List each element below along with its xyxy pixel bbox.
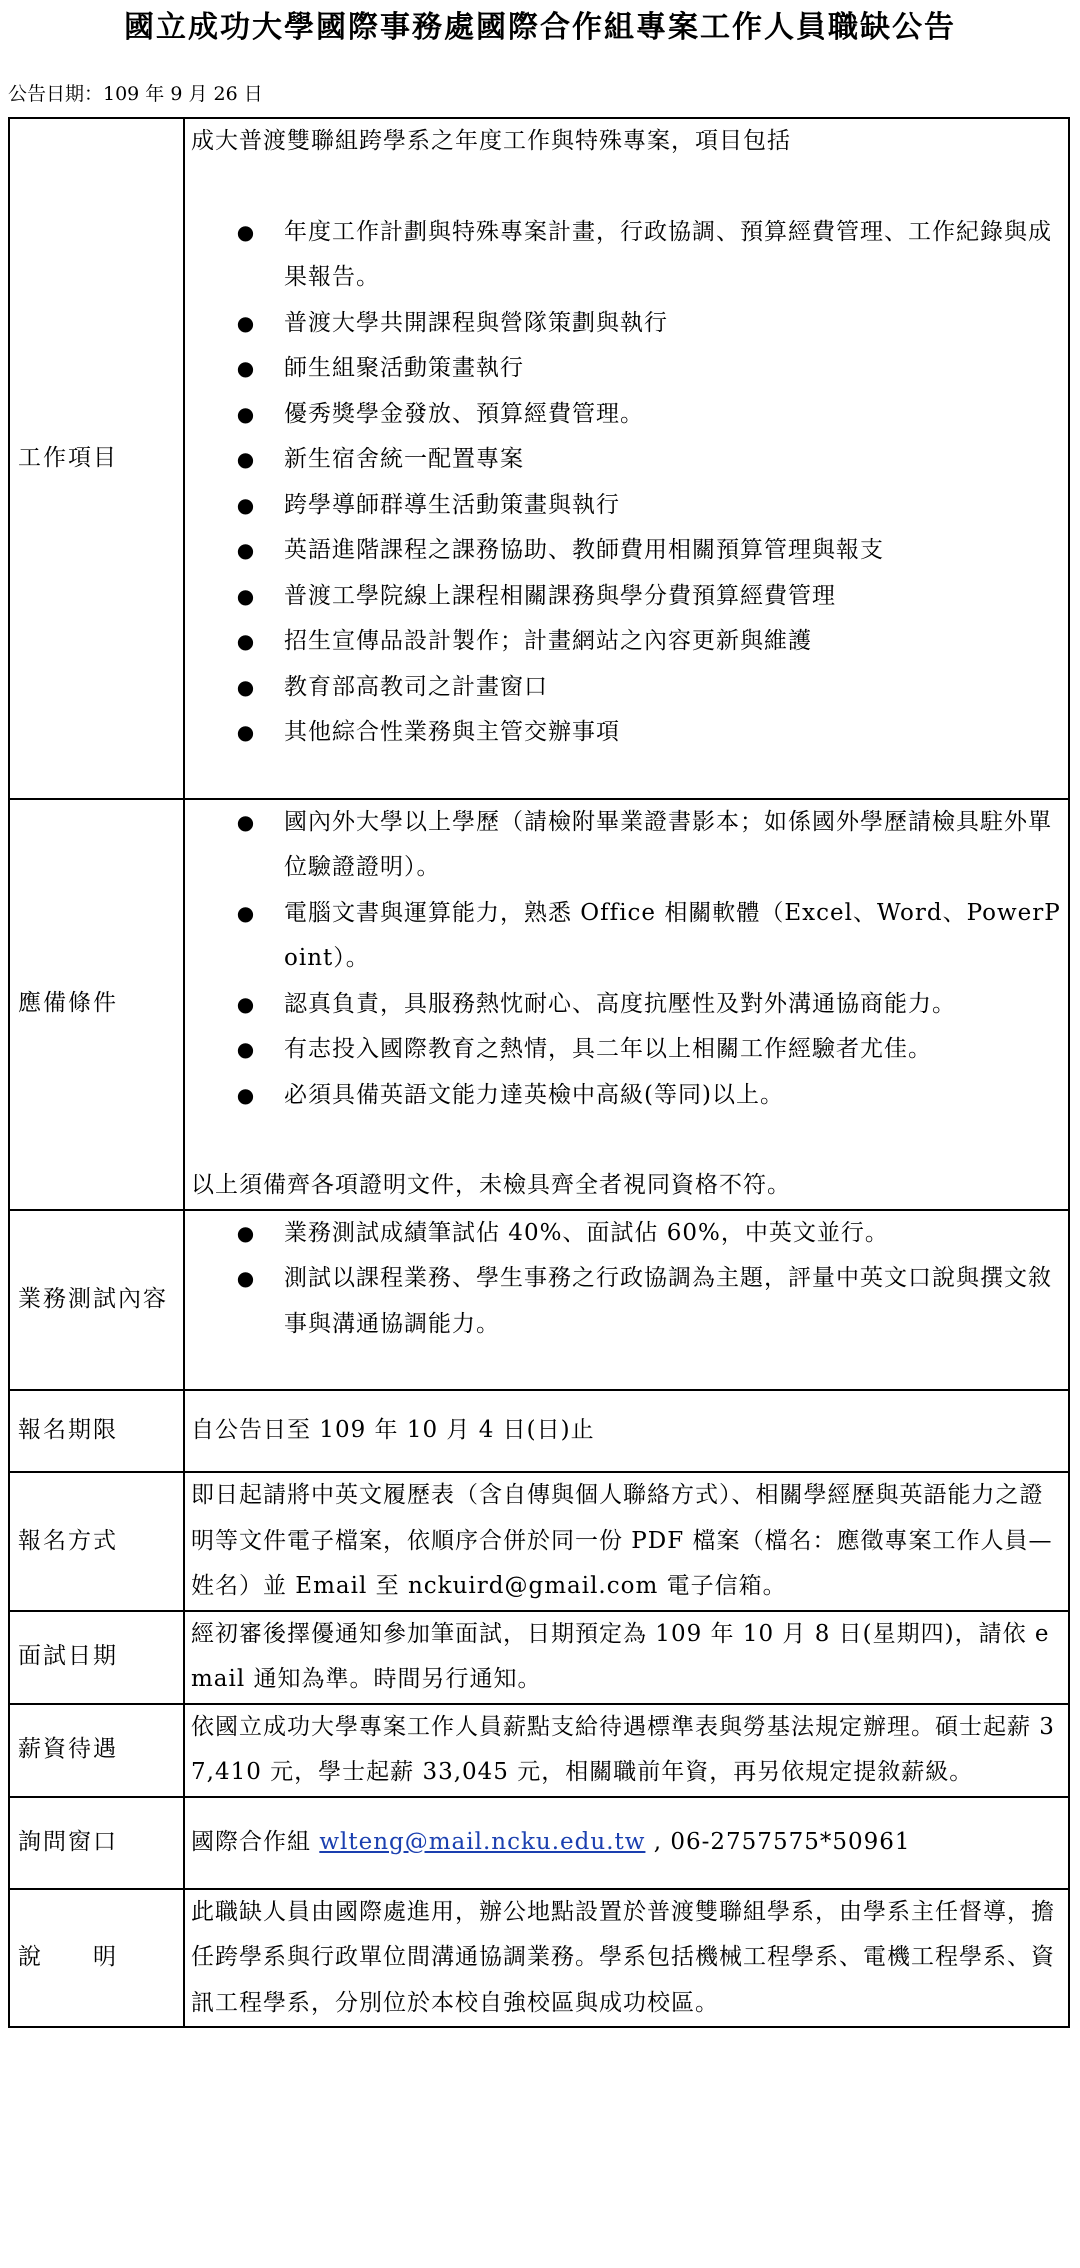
deadline-text: 自公告日至 109 年 10 月 4 日(日)止 (184, 1390, 1069, 1472)
bullet-icon: ● (236, 219, 256, 244)
bullet-icon: ● (236, 720, 256, 744)
apply-label: 報名方式 (9, 1472, 184, 1611)
list-item (191, 301, 1062, 347)
bullet-icon: ● (236, 356, 256, 380)
list-item (191, 982, 1062, 1028)
bullet-icon: ● (236, 310, 256, 335)
list-item-text: 年度工作計劃與特殊專案計畫，行政協調、預算經費管理、工作紀錄與成果報告。 (284, 218, 1052, 290)
row-test (9, 1210, 1069, 1391)
row-salary (9, 1704, 1069, 1797)
notice-table (8, 117, 1070, 2028)
list-item (191, 574, 1062, 620)
list-item-text: 教育部高教司之計畫窗口 (284, 673, 548, 700)
contact-email-link[interactable]: wlteng@mail.ncku.edu.tw (319, 1828, 646, 1855)
bullet-icon: ● (236, 538, 256, 562)
bullet-icon: ● (236, 629, 256, 653)
spacer (191, 165, 1062, 210)
row-interview (9, 1611, 1069, 1704)
interview-text: 經初審後擇優通知參加筆面試，日期預定為 109 年 10 月 8 日(星期四)，請依 email 通知為準。時間另行通知。 (184, 1611, 1069, 1704)
list-item-text: 電腦文書與運算能力，熟悉 Office 相關軟體（Excel、Word、PowerPoint）。 (284, 899, 1061, 971)
requirements-list (191, 800, 1062, 1119)
row-work (9, 118, 1069, 799)
row-deadline (9, 1390, 1069, 1472)
list-item (191, 528, 1062, 574)
list-item-text: 招生宣傳品設計製作；計畫網站之內容更新與維護 (284, 628, 812, 654)
deadline-label: 報名期限 (9, 1390, 184, 1472)
bullet-icon: ● (236, 492, 256, 517)
bullet-icon: ● (236, 809, 256, 834)
list-item-text: 其他綜合性業務與主管交辦事項 (284, 719, 620, 745)
salary-text: 依國立成功大學專案工作人員薪點支給待遇標準表與勞基法規定辦理。碩士起薪 37,410 元，學士起薪 33,045 元，相關職前年資，再另依規定提敘薪級。 (184, 1704, 1069, 1797)
test-content (184, 1210, 1069, 1391)
contact-prefix: 國際合作組 (191, 1828, 320, 1855)
notes-label: 說 明 (9, 1889, 184, 2028)
list-item (191, 1256, 1062, 1347)
notes-text: 此職缺人員由國際處進用，辦公地點設置於普渡雙聯組學系，由學系主任督導，擔任跨學系與行政單位間溝通協調業務。學系包括機械工程學系、電機工程學系、資訊工程學系，分別位於本校自強校區與成功校區。 (184, 1889, 1069, 2028)
list-item (191, 665, 1062, 711)
list-item (191, 800, 1062, 891)
work-items-list (191, 210, 1062, 756)
list-item (191, 1073, 1062, 1119)
list-item (191, 1211, 1062, 1257)
contact-suffix: , 06-2757575*50961 (645, 1828, 911, 1855)
bullet-icon: ● (236, 1266, 256, 1290)
list-item (191, 483, 1062, 529)
list-item (191, 346, 1062, 392)
bullet-icon: ● (236, 991, 256, 1016)
bullet-icon: ● (236, 1220, 256, 1245)
interview-label: 面試日期 (9, 1611, 184, 1704)
bullet-icon: ● (236, 583, 256, 608)
list-item-text: 必須具備英語文能力達英檢中高級(等同)以上。 (284, 1081, 784, 1108)
bullet-icon: ● (236, 447, 256, 471)
row-requirements (9, 799, 1069, 1210)
list-item-text: 業務測試成績筆試佔 40%、面試佔 60%，中英文並行。 (284, 1219, 889, 1246)
bullet-icon: ● (236, 1082, 256, 1107)
list-item-text: 認真負責，具服務熱忱耐心、高度抗壓性及對外溝通協商能力。 (284, 990, 956, 1017)
page-title: 國立成功大學國際事務處國際合作組專案工作人員職缺公告 (124, 10, 956, 45)
list-item (191, 710, 1062, 756)
list-item-text: 普渡大學共開課程與營隊策劃與執行 (284, 309, 668, 336)
work-label: 工作項目 (9, 118, 184, 799)
list-item-text: 有志投入國際教育之熱情，具二年以上相關工作經驗者尤佳。 (284, 1036, 932, 1062)
test-list (191, 1211, 1062, 1348)
list-item (191, 437, 1062, 483)
list-item-text: 測試以課程業務、學生事務之行政協調為主題，評量中英文口說與撰文敘事與溝通協調能力。 (284, 1265, 1052, 1337)
bullet-icon: ● (236, 900, 256, 925)
row-notes (9, 1889, 1069, 2028)
bullet-icon: ● (236, 1037, 256, 1061)
list-item (191, 1027, 1062, 1073)
salary-label: 薪資待遇 (9, 1704, 184, 1797)
list-item (191, 392, 1062, 438)
list-item-text: 優秀獎學金發放、預算經費管理。 (284, 400, 644, 427)
list-item-text: 跨學導師群導生活動策畫與執行 (284, 491, 620, 518)
list-item (191, 210, 1062, 301)
contact-label: 詢問窗口 (9, 1797, 184, 1889)
requirements-content (184, 799, 1069, 1210)
list-item-text: 英語進階課程之課務協助、教師費用相關預算管理與報支 (284, 537, 884, 563)
announce-date: 公告日期：109 年 9 月 26 日 (8, 83, 263, 105)
list-item-text: 師生組聚活動策畫執行 (284, 355, 524, 381)
row-contact (9, 1797, 1069, 1889)
test-label: 業務測試內容 (9, 1210, 184, 1391)
requirements-label: 應備條件 (9, 799, 184, 1210)
work-lead: 成大普渡雙聯組跨學系之年度工作與特殊專案，項目包括 (191, 128, 791, 154)
apply-text: 即日起請將中英文履歷表（含自傳與個人聯絡方式）、相關學經歷與英語能力之證明等文件電子檔案，依順序合併於同一份 PDF 檔案（檔名：應徵專案工作人員—姓名）並 Email 至 nckuird@gmail.com 電子信箱。 (184, 1472, 1069, 1611)
requirements-note: 以上須備齊各項證明文件，未檢具齊全者視同資格不符。 (191, 1172, 791, 1198)
contact-content (184, 1797, 1069, 1889)
bullet-icon: ● (236, 674, 256, 699)
list-item (191, 619, 1062, 665)
spacer (191, 1118, 1062, 1163)
list-item-text: 新生宿舍統一配置專案 (284, 446, 524, 472)
list-item-text: 普渡工學院線上課程相關課務與學分費預算經費管理 (284, 582, 836, 609)
work-content (184, 118, 1069, 799)
list-item-text: 國內外大學以上學歷（請檢附畢業證書影本；如係國外學歷請檢具駐外單位驗證證明）。 (284, 808, 1052, 880)
bullet-icon: ● (236, 401, 256, 426)
list-item (191, 891, 1062, 982)
row-apply (9, 1472, 1069, 1611)
